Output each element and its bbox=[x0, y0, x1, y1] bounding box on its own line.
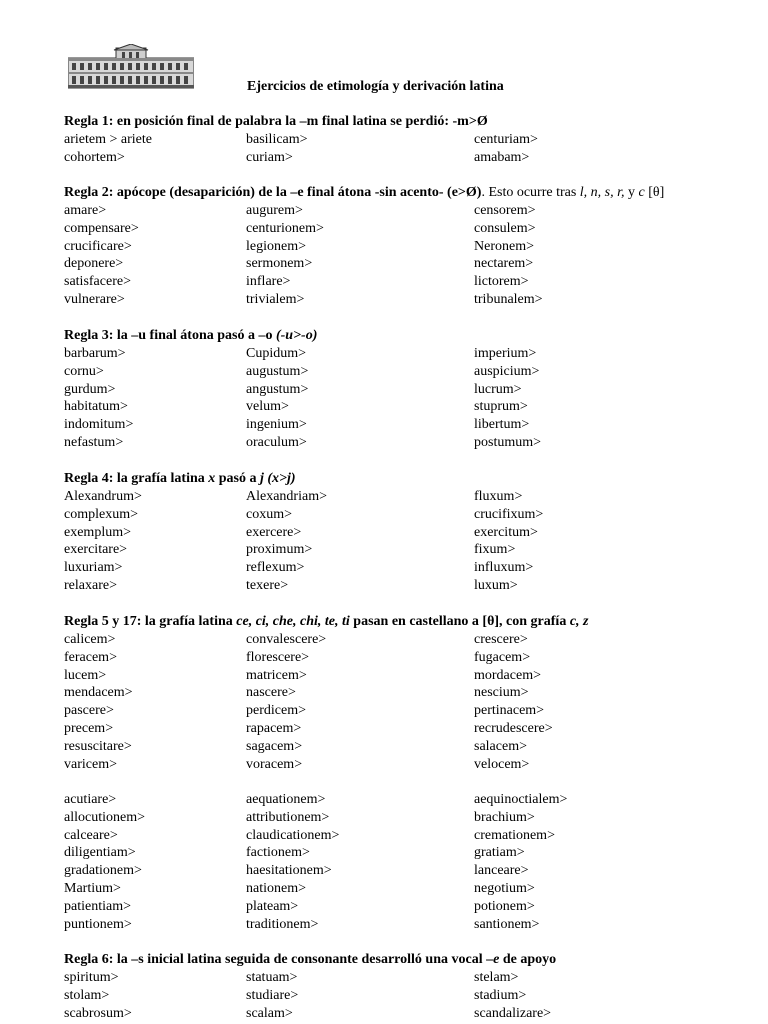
word-cell: inflare> bbox=[246, 274, 291, 290]
word-cell: resuscitare> bbox=[64, 738, 132, 754]
word-cell: tribunalem> bbox=[474, 291, 543, 307]
word-cell: complexum> bbox=[64, 506, 138, 522]
word-cell: basilicam> bbox=[246, 132, 308, 147]
word-cell: exercitare> bbox=[64, 542, 128, 558]
word-cell: gradationem> bbox=[64, 863, 142, 879]
table-row bbox=[64, 345, 764, 363]
word-cell: barbarum> bbox=[64, 346, 126, 361]
word-cell: allocutionem> bbox=[64, 809, 145, 825]
word-cell: centuriam> bbox=[474, 132, 538, 147]
word-cell: recrudescere> bbox=[474, 720, 553, 736]
rule-2-section bbox=[64, 184, 764, 309]
word-cell: statuam> bbox=[246, 970, 298, 985]
word-cell: feracem> bbox=[64, 649, 117, 665]
word-cell: vulnerare> bbox=[64, 291, 125, 307]
word-cell: calicem> bbox=[64, 632, 116, 647]
word-cell: cremationem> bbox=[474, 827, 555, 843]
table-row bbox=[64, 131, 764, 149]
word-cell: scabrosum> bbox=[64, 1005, 132, 1021]
table-row bbox=[64, 738, 764, 756]
word-cell: augurem> bbox=[246, 203, 303, 218]
word-cell: fugacem> bbox=[474, 649, 531, 665]
word-cell: pertinacem> bbox=[474, 703, 545, 719]
word-cell: habitatum> bbox=[64, 399, 128, 415]
table-row bbox=[64, 844, 764, 862]
word-cell: negotium> bbox=[474, 880, 535, 896]
word-cell: coxum> bbox=[246, 506, 292, 522]
table-row bbox=[64, 363, 764, 381]
table-row bbox=[64, 541, 764, 559]
word-cell: amare> bbox=[64, 203, 107, 218]
table-row bbox=[64, 416, 764, 434]
word-cell: scandalizare> bbox=[474, 1005, 552, 1021]
word-cell: Neronem> bbox=[474, 238, 534, 254]
table-row bbox=[64, 1005, 764, 1023]
table-row bbox=[64, 506, 764, 524]
word-cell: exercere> bbox=[246, 524, 302, 540]
rule-heading: Regla 6: la –s inicial latina seguida de consonante desarrolló una vocal –e de apoyo bbox=[64, 952, 557, 967]
word-cell: gratiam> bbox=[474, 845, 525, 861]
word-cell: lictorem> bbox=[474, 274, 529, 290]
table-row bbox=[64, 916, 764, 934]
word-cell: ingenium> bbox=[246, 417, 307, 433]
word-cell: indomitum> bbox=[64, 417, 134, 433]
table-row bbox=[64, 684, 764, 702]
word-cell: gurdum> bbox=[64, 381, 116, 397]
table-row bbox=[64, 631, 764, 649]
word-cell: lucem> bbox=[64, 667, 107, 683]
table-row bbox=[64, 987, 764, 1005]
table-row bbox=[64, 702, 764, 720]
word-cell: nescium> bbox=[474, 685, 529, 701]
word-cell: exercitum> bbox=[474, 524, 538, 540]
word-cell: precem> bbox=[64, 720, 114, 736]
word-cell: deponere> bbox=[64, 256, 124, 272]
table-row bbox=[64, 898, 764, 916]
table-row bbox=[64, 791, 764, 809]
word-cell: satisfacere> bbox=[64, 274, 131, 290]
word-cell: crescere> bbox=[474, 632, 528, 647]
word-cell: consulem> bbox=[474, 220, 536, 236]
word-cell: stolam> bbox=[64, 987, 110, 1003]
word-cell: perdicem> bbox=[246, 703, 306, 719]
word-cell: spiritum> bbox=[64, 970, 119, 985]
word-cell: sagacem> bbox=[246, 738, 303, 754]
word-cell: brachium> bbox=[474, 809, 535, 825]
word-cell: augustum> bbox=[246, 363, 309, 379]
word-cell: aequinoctialem> bbox=[474, 792, 568, 807]
word-cell: relaxare> bbox=[64, 577, 117, 593]
word-cell: censorem> bbox=[474, 203, 536, 218]
word-cell: reflexum> bbox=[246, 560, 305, 576]
rule-1-section bbox=[64, 113, 764, 167]
word-cell: luxum> bbox=[474, 577, 518, 593]
word-cell: diligentiam> bbox=[64, 845, 136, 861]
word-cell: legionem> bbox=[246, 238, 306, 254]
table-row bbox=[64, 255, 764, 273]
word-cell: haesitationem> bbox=[246, 863, 332, 879]
word-cell: rapacem> bbox=[246, 720, 302, 736]
document-title: Ejercicios de etimología y derivación latina bbox=[247, 79, 504, 94]
table-row bbox=[64, 756, 764, 774]
table-row bbox=[64, 809, 764, 827]
rule-5-17-section bbox=[64, 613, 764, 773]
word-cell: exemplum> bbox=[64, 524, 131, 540]
word-cell: mordacem> bbox=[474, 667, 541, 683]
word-cell: claudicationem> bbox=[246, 827, 340, 843]
table-row bbox=[64, 969, 764, 987]
word-cell: amabam> bbox=[474, 149, 530, 165]
word-cell: attributionem> bbox=[246, 809, 330, 825]
word-cell: varicem> bbox=[64, 756, 117, 772]
word-cell: auspicium> bbox=[474, 363, 540, 379]
table-row bbox=[64, 559, 764, 577]
word-cell: acutiare> bbox=[64, 792, 117, 807]
word-cell: angustum> bbox=[246, 381, 309, 397]
word-cell: matricem> bbox=[246, 667, 307, 683]
table-row bbox=[64, 649, 764, 667]
word-cell: cohortem> bbox=[64, 149, 125, 165]
table-row bbox=[64, 202, 764, 220]
word-cell: centurionem> bbox=[246, 220, 324, 236]
rule-6-section bbox=[64, 951, 764, 1022]
word-cell: velum> bbox=[246, 399, 289, 415]
word-cell: Martium> bbox=[64, 880, 121, 896]
word-cell: Cupidum> bbox=[246, 346, 307, 361]
word-cell: patientiam> bbox=[64, 898, 131, 914]
word-cell: voracem> bbox=[246, 756, 303, 772]
word-cell: texere> bbox=[246, 577, 289, 593]
word-cell: nefastum> bbox=[64, 434, 124, 450]
word-cell: calceare> bbox=[64, 827, 118, 843]
word-cell: scalam> bbox=[246, 1005, 293, 1021]
word-cell: stelam> bbox=[474, 970, 519, 985]
word-cell: fluxum> bbox=[474, 489, 523, 504]
word-cell: velocem> bbox=[474, 756, 530, 772]
word-cell: potionem> bbox=[474, 898, 535, 914]
table-row bbox=[64, 488, 764, 506]
rule-5-17-continued-section bbox=[64, 791, 764, 933]
rule-heading: Regla 4: la grafía latina x pasó a j (x>j) bbox=[64, 471, 296, 486]
table-row bbox=[64, 149, 764, 167]
table-row bbox=[64, 827, 764, 845]
table-row bbox=[64, 720, 764, 738]
table-row bbox=[64, 238, 764, 256]
table-row bbox=[64, 273, 764, 291]
word-cell: arietem > ariete bbox=[64, 132, 152, 147]
word-cell: lanceare> bbox=[474, 863, 529, 879]
rule-4-section bbox=[64, 470, 764, 595]
word-cell: convalescere> bbox=[246, 632, 327, 647]
word-cell: proximum> bbox=[246, 542, 313, 558]
word-cell: salacem> bbox=[474, 738, 527, 754]
word-cell: santionem> bbox=[474, 916, 540, 932]
word-cell: lucrum> bbox=[474, 381, 522, 397]
word-cell: crucifixum> bbox=[474, 506, 544, 522]
word-cell: studiare> bbox=[246, 987, 299, 1003]
word-cell: mendacem> bbox=[64, 685, 133, 701]
word-cell: puntionem> bbox=[64, 916, 132, 932]
word-cell: cornu> bbox=[64, 363, 104, 379]
word-cell: factionem> bbox=[246, 845, 310, 861]
table-row bbox=[64, 434, 764, 452]
word-cell: aequationem> bbox=[246, 792, 326, 807]
table-row bbox=[64, 220, 764, 238]
word-cell: stuprum> bbox=[474, 399, 528, 415]
word-cell: influxum> bbox=[474, 560, 534, 576]
word-cell: nationem> bbox=[246, 880, 306, 896]
word-cell: curiam> bbox=[246, 149, 293, 165]
word-cell: nectarem> bbox=[474, 256, 534, 272]
table-row bbox=[64, 524, 764, 542]
word-cell: plateam> bbox=[246, 898, 299, 914]
table-row bbox=[64, 862, 764, 880]
table-row bbox=[64, 880, 764, 898]
word-cell: crucificare> bbox=[64, 238, 132, 254]
rule-heading: Regla 5 y 17: la grafía latina ce, ci, che, chi, te, ti pasan en castellano a [θ], con grafía c, z bbox=[64, 614, 589, 629]
word-cell: postumum> bbox=[474, 434, 542, 450]
word-cell: sermonem> bbox=[246, 256, 313, 272]
word-cell: compensare> bbox=[64, 220, 139, 236]
word-cell: libertum> bbox=[474, 417, 530, 433]
word-cell: fixum> bbox=[474, 542, 516, 558]
rule-heading: Regla 3: la –u final átona pasó a –o (-u>-o) bbox=[64, 328, 318, 343]
word-cell: trivialem> bbox=[246, 291, 305, 307]
table-row bbox=[64, 291, 764, 309]
table-row bbox=[64, 398, 764, 416]
word-cell: Alexandriam> bbox=[246, 489, 327, 504]
university-building-logo bbox=[68, 44, 194, 90]
rule-heading: Regla 1: en posición final de palabra la –m final latina se perdió: -m>Ø bbox=[64, 114, 488, 129]
word-cell: luxuriam> bbox=[64, 560, 123, 576]
word-cell: Alexandrum> bbox=[64, 489, 142, 504]
word-cell: nascere> bbox=[246, 685, 296, 701]
table-row bbox=[64, 381, 764, 399]
word-cell: imperium> bbox=[474, 346, 537, 361]
rule-3-section bbox=[64, 327, 764, 452]
word-cell: oraculum> bbox=[246, 434, 307, 450]
table-row bbox=[64, 577, 764, 595]
word-cell: pascere> bbox=[64, 703, 114, 719]
word-cell: traditionem> bbox=[246, 916, 319, 932]
word-cell: stadium> bbox=[474, 987, 527, 1003]
rule-heading: Regla 2: apócope (desaparición) de la –e final átona -sin acento- (e>Ø). Esto ocurre tras l, n, s, r, y c [θ] bbox=[64, 185, 665, 200]
table-row bbox=[64, 667, 764, 685]
word-cell: florescere> bbox=[246, 649, 310, 665]
